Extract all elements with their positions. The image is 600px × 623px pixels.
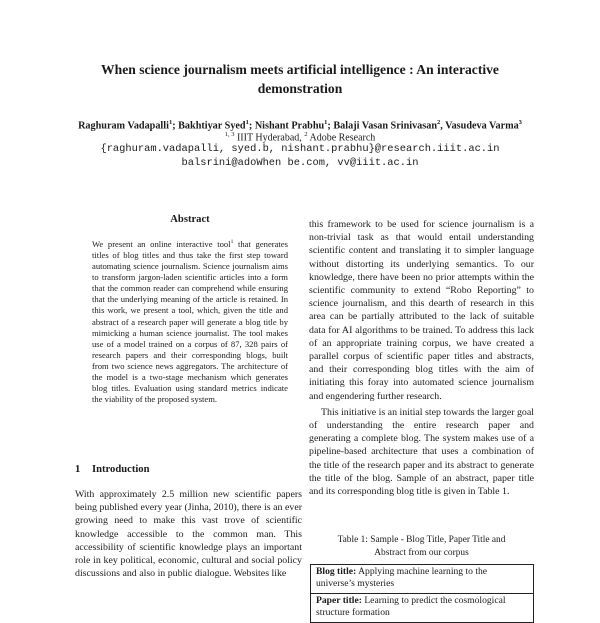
author-emails-line-1: {raghuram.vadapalli, syed.b, nishant.prabhu}@research.iiit.ac.in xyxy=(100,143,500,155)
author-emails-line-2: balsrini@adoWhen be.com, vv@iiit.ac.in xyxy=(181,157,419,169)
affiliation-mark: 2 xyxy=(304,131,308,138)
author-separator: ; xyxy=(327,120,331,132)
author-separator: ; xyxy=(248,120,253,132)
row-label: Blog title: xyxy=(316,566,357,577)
author-name: Bakhtiyar Syed xyxy=(178,120,246,132)
author-affiliation-mark: 1 xyxy=(324,119,328,126)
abstract-body xyxy=(92,237,288,405)
caption-line: Table 1: Sample - Blog Title, Paper Title and xyxy=(337,535,506,545)
author-affiliation-mark: 2 xyxy=(437,119,441,126)
affiliation-mark: 1, 3 xyxy=(224,131,235,138)
author-affiliation-mark: 1 xyxy=(245,119,249,126)
section-heading-introduction xyxy=(75,464,150,475)
paragraph: this framework to be used for science journalism is a non-trivial task as that would entail understanding scientific content and translating it to simpler language without distorting its underlying semantics. To our knowledge, there have been no prior attempts within the scientific community to extend “Robo Reporting” to science journalism, and this dearth of research in this area can be partially attributed to the lack of suitable data for AI algorithms to be trained. To address this lack of an appropriate training corpus, we have created a parallel corpus of scientific paper titles and abstracts, and their corresponding blog titles with the aim of initiating this foray into automated science journalism and engendering further research. xyxy=(309,219,534,402)
author-separator: , xyxy=(440,120,443,132)
author-name: Vasudeva Varma xyxy=(445,120,519,132)
author-affiliation-mark: 1 xyxy=(168,119,173,126)
sample-table xyxy=(310,564,534,623)
affiliation-iiit: IIIT Hyderabad, xyxy=(236,132,302,144)
affiliation-adobe: Adobe Research xyxy=(309,132,376,144)
paper-title: When science journalism meets artificial intelligence : An interactive demonstration xyxy=(101,62,499,96)
row-text: Applying machine learning to the universe’s mysteries xyxy=(316,566,488,590)
author-name: Nishant Prabhu xyxy=(254,120,325,132)
affiliations xyxy=(0,128,600,144)
abstract-heading: Abstract xyxy=(170,214,210,225)
section-number: 1 xyxy=(75,464,81,475)
right-column-body xyxy=(309,218,534,498)
table-row xyxy=(311,594,533,623)
author-name: Balaji Vasan Srinivasan xyxy=(333,120,437,132)
caption-line: Abstract from our corpus xyxy=(374,548,469,558)
abstract-text-rest: that generates titles of blog titles and thus take the first step toward automating science journalism. Science journalism aims to transform jargon-laden scientific articles into a form that the common reader can comprehend while ensuring that the underlying meaning of the article is retained. In this work, we present a tool, which, given the title and abstract of a research paper will generate a blog title by mimicking a human science journalist. The tool makes use of a model trained on a corpus of 87, 328 pairs of research papers and their corresponding blogs, built from two science news aggregators. The architecture of the model is a two-stage mechanism which generates blog titles. Evaluation using standard metrics indicate the viability of the proposed system. xyxy=(92,238,288,405)
introduction-body: With approximately 2.5 million new scientific papers being published every year (Jinha, 2010), there is an ever growing need to make this vast trove of scientific knowledge accessible to the common man. This accessibility of scientific knowledge plays an important role in key political, economic, cultural and social policy discussions and also in public dialogue. Websites like xyxy=(75,489,302,580)
author-affiliation-mark: 3 xyxy=(518,119,522,126)
section-title: Introduction xyxy=(92,464,150,475)
abstract-text-start: We present an online interactive tool xyxy=(92,238,231,249)
row-label: Paper title: xyxy=(316,594,362,606)
row-text: Learning to predict the cosmological structure formation xyxy=(316,594,506,619)
author-name: Raghuram Vadapalli xyxy=(78,120,169,132)
table-caption xyxy=(309,534,534,560)
footnote-mark[interactable]: 1 xyxy=(230,239,234,245)
table-row xyxy=(311,565,533,594)
author-separator: ; xyxy=(172,120,176,132)
paragraph: This initiative is an initial step towards the larger goal of understanding the entire research paper and generating a complete blog. The system makes use of a pipeline-based architecture that uses a combination of the title of the research paper and its abstract to generate the title of the blog. Sample of an abstract, paper title and its corresponding blog title is given in Table 1. xyxy=(309,406,534,498)
